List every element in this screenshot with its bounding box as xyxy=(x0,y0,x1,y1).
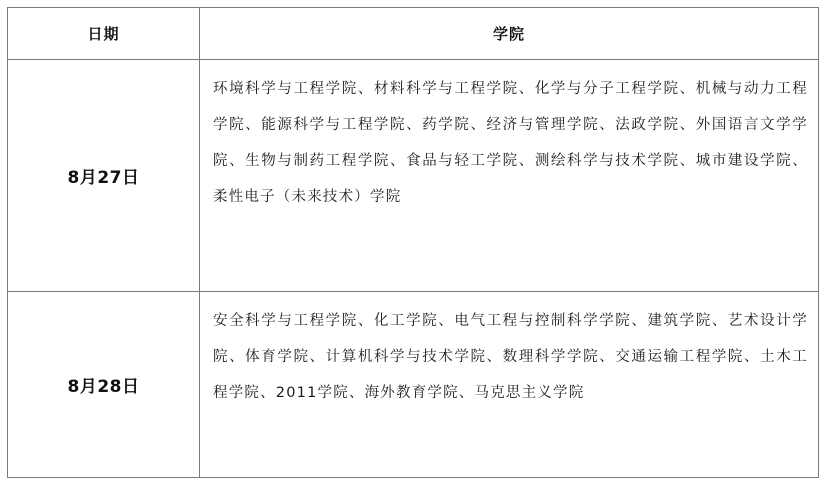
date-cell xyxy=(8,292,199,477)
table-header-row xyxy=(8,8,818,60)
header-date-label: 日期 xyxy=(87,25,120,43)
date-value: 8月27日 xyxy=(67,168,140,188)
schedule-table xyxy=(7,7,819,478)
date-value: 8月28日 xyxy=(67,377,140,397)
table-row xyxy=(8,60,818,292)
header-cell-college xyxy=(200,8,818,59)
college-list: 安全科学与工程学院、化工学院、电气工程与控制科学学院、建筑学院、艺术设计学院、体育学院、计算机科学与技术学院、数理科学学院、交通运输工程学院、土木工程学院、2011学院、海外教育学院、马克思主义学院 xyxy=(213,313,808,401)
table-row xyxy=(8,292,818,477)
header-college-label: 学院 xyxy=(492,25,525,43)
date-cell xyxy=(8,60,199,291)
college-cell xyxy=(200,292,818,477)
college-list: 环境科学与工程学院、材料科学与工程学院、化学与分子工程学院、机械与动力工程学院、能源科学与工程学院、药学院、经济与管理学院、法政学院、外国语言文学学院、生物与制药工程学院、食品与轻工学院、测绘科学与技术学院、城市建设学院、柔性电子（未来技术）学院 xyxy=(213,81,808,205)
header-cell-date xyxy=(8,8,199,59)
college-cell xyxy=(200,60,818,291)
